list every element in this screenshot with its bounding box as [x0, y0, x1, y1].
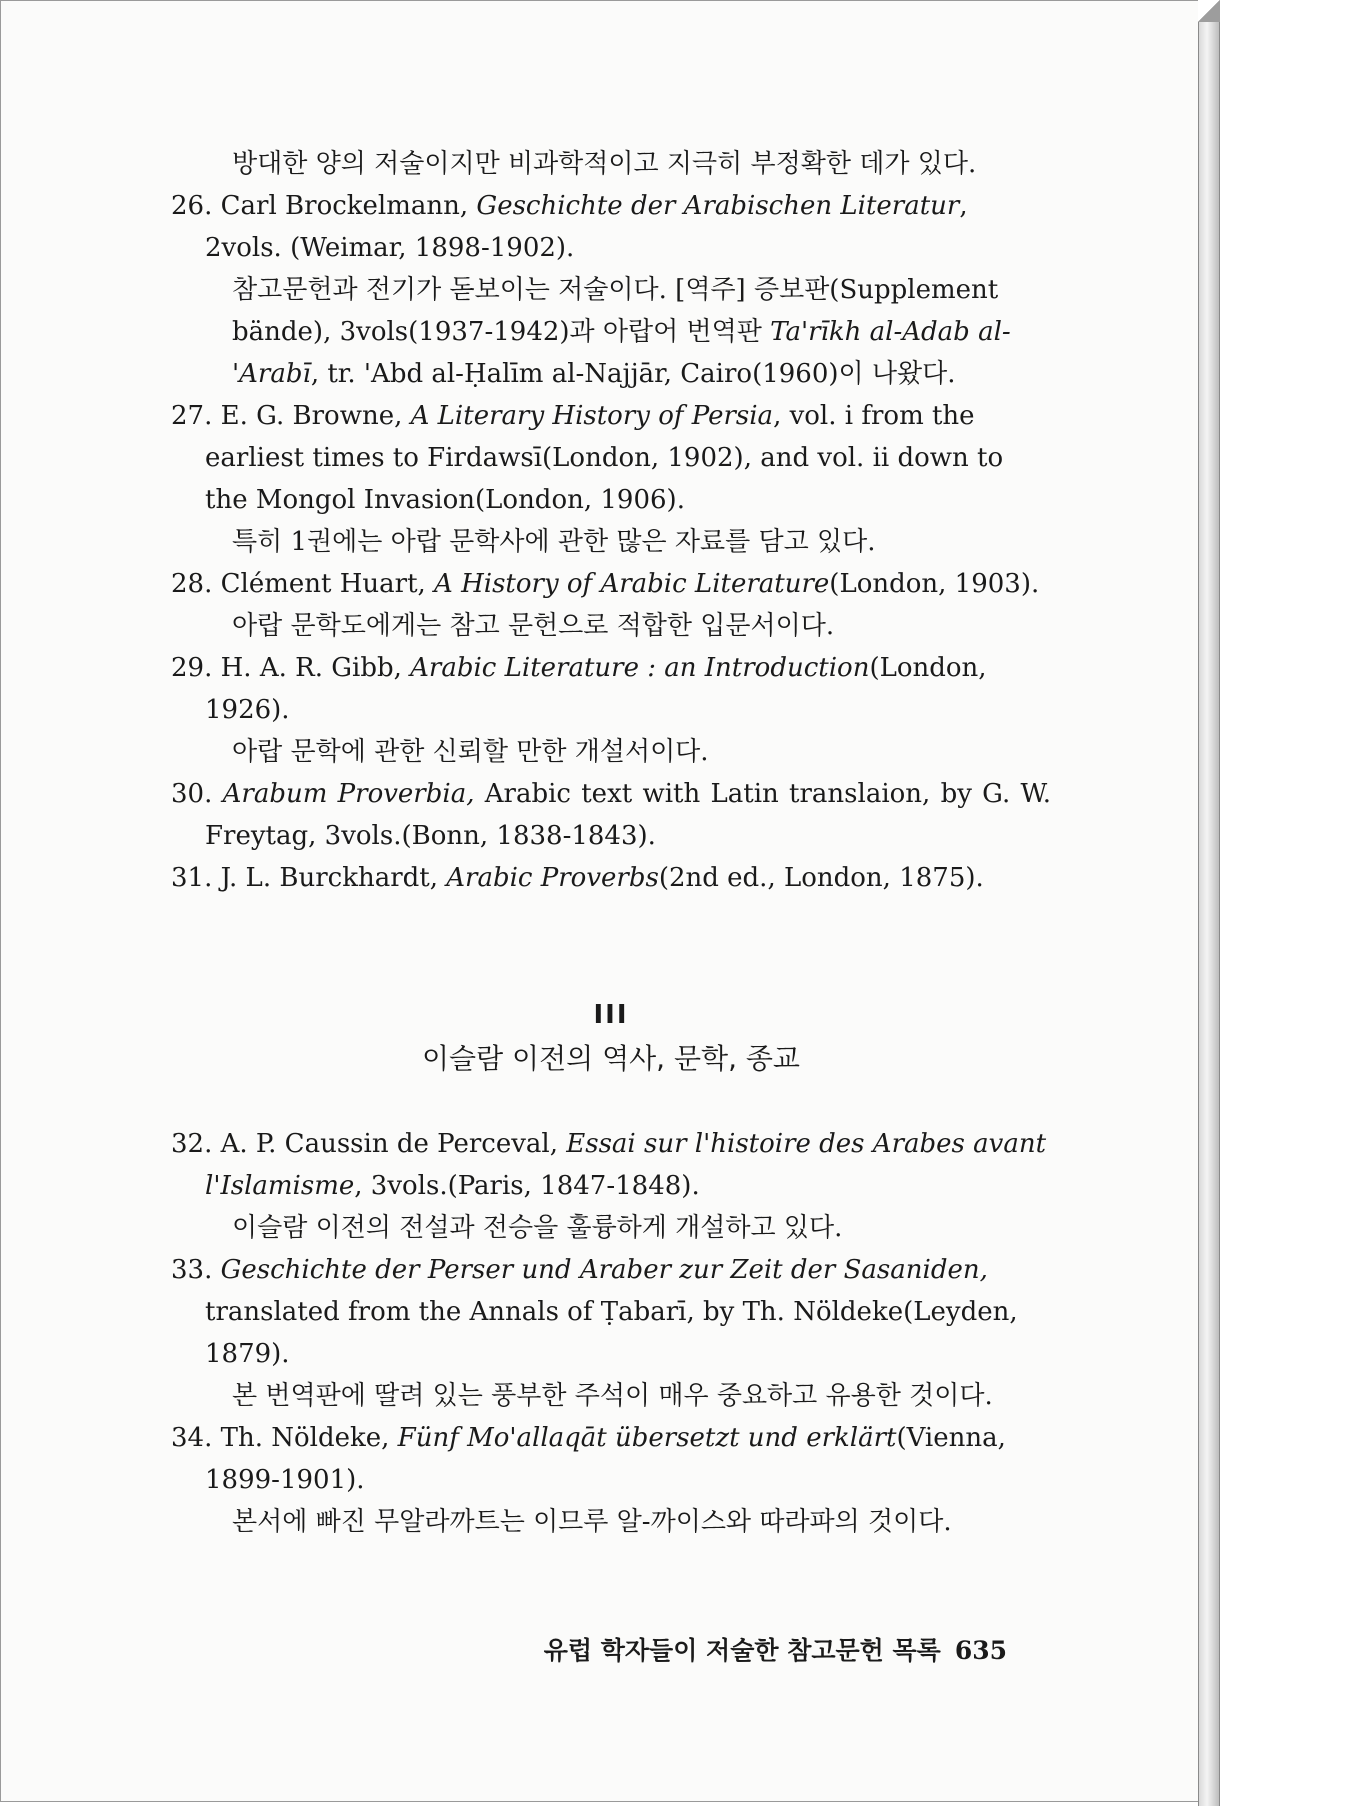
entry-author: A. P. Caussin de Perceval, [220, 1129, 567, 1159]
entry-details: , 3vols.(Paris, 1847-1848). [354, 1171, 700, 1201]
entry-details: (London, 1926). [205, 653, 987, 725]
page-content [171, 143, 1051, 1543]
entry-details: Arabic text with Latin translaion, by G. W. Freytag, 3vols.(Bonn, 1838-1843). [205, 779, 1051, 851]
entry-number: 29. [171, 653, 213, 683]
entry-note: 본 번역판에 딸려 있는 풍부한 주석이 매우 중요하고 유용한 것이다. [232, 1381, 993, 1411]
entry-title: Essai sur l'histoire des Arabes avant l'Islamisme [205, 1129, 1047, 1201]
entry-34 [171, 1417, 1051, 1543]
entry-number: 32. [171, 1129, 213, 1159]
page-corner-fold [1198, 0, 1220, 22]
entry-number: 33. [171, 1255, 213, 1285]
entry-author: Th. Nöldeke, [220, 1423, 398, 1453]
entry-27 [171, 395, 1051, 563]
page-number: 635 [954, 1636, 1007, 1665]
entry-details: , vol. i from the earliest times to Firdawsī(London, 1902), and vol. ii down to the Mongol Invasion(London, 1906). [205, 401, 1004, 515]
entry-33 [171, 1249, 1051, 1417]
entry-details: translated from the Annals of Ṭabarī, by Th. Nöldeke(Leyden, 1879). [205, 1297, 1018, 1369]
lead-note: 방대한 양의 저술이지만 비과학적이고 지극히 부정확한 데가 있다. [232, 149, 977, 179]
entry-note: 아랍 문학에 관한 신뢰할 만한 개설서이다. [232, 737, 709, 767]
entry-note: 이슬람 이전의 전설과 전승을 훌륭하게 개설하고 있다. [232, 1213, 843, 1243]
entry-29 [171, 647, 1051, 773]
entry-title: Geschichte der Perser und Araber zur Zeit der Sasaniden, [220, 1255, 988, 1285]
entry-number: 31. [171, 863, 213, 893]
entry-31 [171, 857, 1051, 899]
entry-author: H. A. R. Gibb, [220, 653, 411, 683]
entry-number: 27. [171, 401, 213, 431]
entry-details: (Vienna, 1899-1901). [205, 1423, 1006, 1495]
page-edge [1198, 0, 1220, 1806]
section-numeral: III [593, 1000, 629, 1030]
entry-details: (2nd ed., London, 1875). [658, 863, 984, 893]
entry-title: A Literary History of Persia [410, 401, 774, 431]
entry-number: 26. [171, 191, 213, 221]
entry-title: Arabic Literature : an Introduction [410, 653, 870, 683]
entry-title: Arabic Proverbs [446, 863, 659, 893]
entry-32 [171, 1123, 1051, 1249]
entry-number: 28. [171, 569, 213, 599]
entry-note: 참고문헌과 전기가 돋보이는 저술이다. [역주] 증보판(Supplement bände), 3vols(1937-1942)과 아랍어 번역판 [232, 275, 999, 347]
entry-title: Geschichte der Arabischen Literatur [476, 191, 960, 221]
entry-author: Clément Huart, [220, 569, 435, 599]
section-heading [171, 995, 1051, 1083]
entry-note: 본서에 빠진 무알라까트는 이므루 알-까이스와 따라파의 것이다. [232, 1507, 952, 1537]
entry-author: E. G. Browne, [220, 401, 411, 431]
entry-number: 34. [171, 1423, 213, 1453]
entry-author: Carl Brockelmann, [220, 191, 477, 221]
entry-title: A History of Arabic Literature [434, 569, 830, 599]
entry-26 [171, 185, 1051, 395]
entry-note-title: Ta'rīkh al-Adab al-'Arabī [232, 317, 1011, 389]
entry-30 [171, 773, 1051, 857]
entry-note: 아랍 문학도에게는 참고 문헌으로 적합한 입문서이다. [232, 611, 835, 641]
entry-number: 30. [171, 779, 213, 809]
running-title: 유럽 학자들이 저술한 참고문헌 목록 [543, 1636, 941, 1665]
entry-note: 특히 1권에는 아랍 문학사에 관한 많은 자료를 담고 있다. [232, 527, 876, 557]
entry-title: Fünf Mo'allaqāt übersetzt und erklärt [397, 1423, 897, 1453]
entry-28 [171, 563, 1051, 647]
entry-author: J. L. Burckhardt, [220, 863, 447, 893]
page-footer [544, 1631, 1007, 1667]
entry-note-details: , tr. 'Abd al-Ḥalīm al-Najjār, Cairo(1960)이 나왔다. [310, 359, 956, 389]
entry-details: , 2vols. (Weimar, 1898-1902). [205, 191, 968, 263]
entry-details: (London, 1903). [829, 569, 1040, 599]
section-title: 이슬람 이전의 역사, 문학, 종교 [422, 1042, 800, 1075]
entry-title: Arabum Proverbia, [222, 779, 475, 809]
